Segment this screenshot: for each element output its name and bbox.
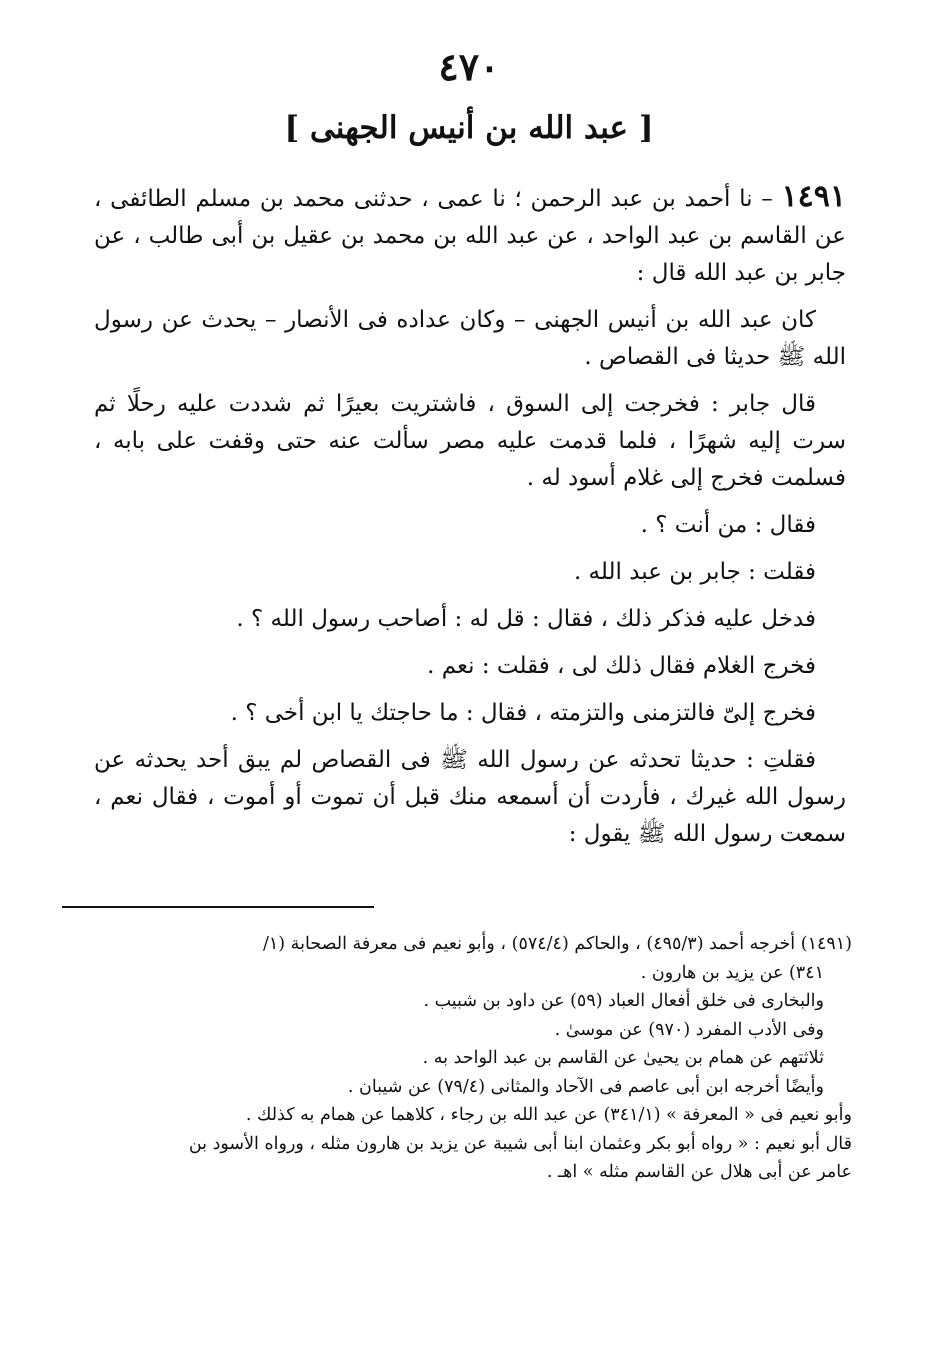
footnote-line: وأبو نعيم فى « المعرفة » (٣٤١/١) عن عبد الله بن رجاء ، كلاهما عن همام به كذلك . — [245, 1105, 852, 1125]
hadith-isnad: – نا أحمد بن عبد الرحمن ؛ نا عمى ، حدثنى محمد بن مسلم الطائفى ، عن القاسم بن عبد الواحد ، عن عبد الله بن محمد بن عقيل بن أبى طالب ، عن جابر بن عبد الله قال : — [94, 186, 846, 286]
footnote-line: وأيضًا أخرجه ابن أبى عاصم فى الآحاد والمثانى (٧٩/٤) عن شيبان . — [347, 1076, 824, 1097]
footnotes — [82, 930, 852, 1187]
page-number: ٤٧٠ — [438, 44, 500, 89]
footnote-line: وفى الأدب المفرد (٩٧٠) عن موسىٰ . — [554, 1019, 824, 1040]
body-paragraph: فدخل عليه فذكر ذلك ، فقال : قل له : أصاحب رسول الله ؟ . — [236, 606, 816, 632]
body-paragraph: قال جابر : فخرجت إلى السوق ، فاشتريت بعيرًا ثم شددت عليه رحلًا ثم سرت إليه شهرًا ، فلما قدمت عليه مصر سألت عنه حتى وقفت على بابه ، فسلمت فخرج إلى غلام أسود له . — [94, 391, 846, 491]
chapter-title: [ عبد الله بن أنيس الجهنى ] — [284, 110, 654, 146]
body-paragraph: فخرج إلىّ فالتزمنى والتزمته ، فقال : ما حاجتك يا ابن أخى ؟ . — [230, 700, 816, 726]
footnote-line: (١٤٩١) أخرجه أحمد (٤٩٥/٣) ، والحاكم (٥٧٤/٤) ، وأبو نعيم فى معرفة الصحابة (١/ — [262, 934, 852, 954]
body-paragraph: فقال : من أنت ؟ . — [640, 512, 816, 538]
footnote-divider — [62, 906, 374, 908]
hadith-number: ١٤٩١ — [781, 179, 846, 214]
footnote-line: عامر عن أبى هلال عن القاسم مثله » اهـ . — [546, 1162, 852, 1182]
body-paragraph: كان عبد الله بن أنيس الجهنى – وكان عداده فى الأنصار – يحدث عن رسول الله ﷺ حديثا فى القصاص . — [94, 307, 846, 370]
body-paragraph: فقلت : جابر بن عبد الله . — [573, 559, 816, 585]
footnote-line: قال أبو نعيم : « رواه أبو بكر وعثمان ابنا أبى شيبة عن يزيد بن هارون مثله ، ورواه الأسود بن — [188, 1133, 852, 1154]
footnote-line: والبخارى فى خلق أفعال العباد (٥٩) عن داود بن شبيب . — [423, 991, 824, 1011]
body-paragraph: فقلتِ : حديثا تحدثه عن رسول الله ﷺ فى القصاص لم يبق أحد يحدثه عن رسول الله غيرك ، فأردت أن أسمعه منك قبل أن تموت أو أموت ، فقال نعم ، سمعت رسول الله ﷺ يقول : — [94, 747, 846, 847]
main-text — [94, 178, 846, 863]
footnote-line: ٣٤١) عن يزيد بن هارون . — [640, 962, 824, 983]
body-paragraph: فخرج الغلام فقال ذلك لى ، فقلت : نعم . — [427, 653, 816, 679]
hadith-isnad-paragraph — [94, 178, 846, 292]
footnote-line: ثلاثتهم عن همام بن يحيىٰ عن القاسم بن عبد الواحد به . — [422, 1048, 824, 1068]
